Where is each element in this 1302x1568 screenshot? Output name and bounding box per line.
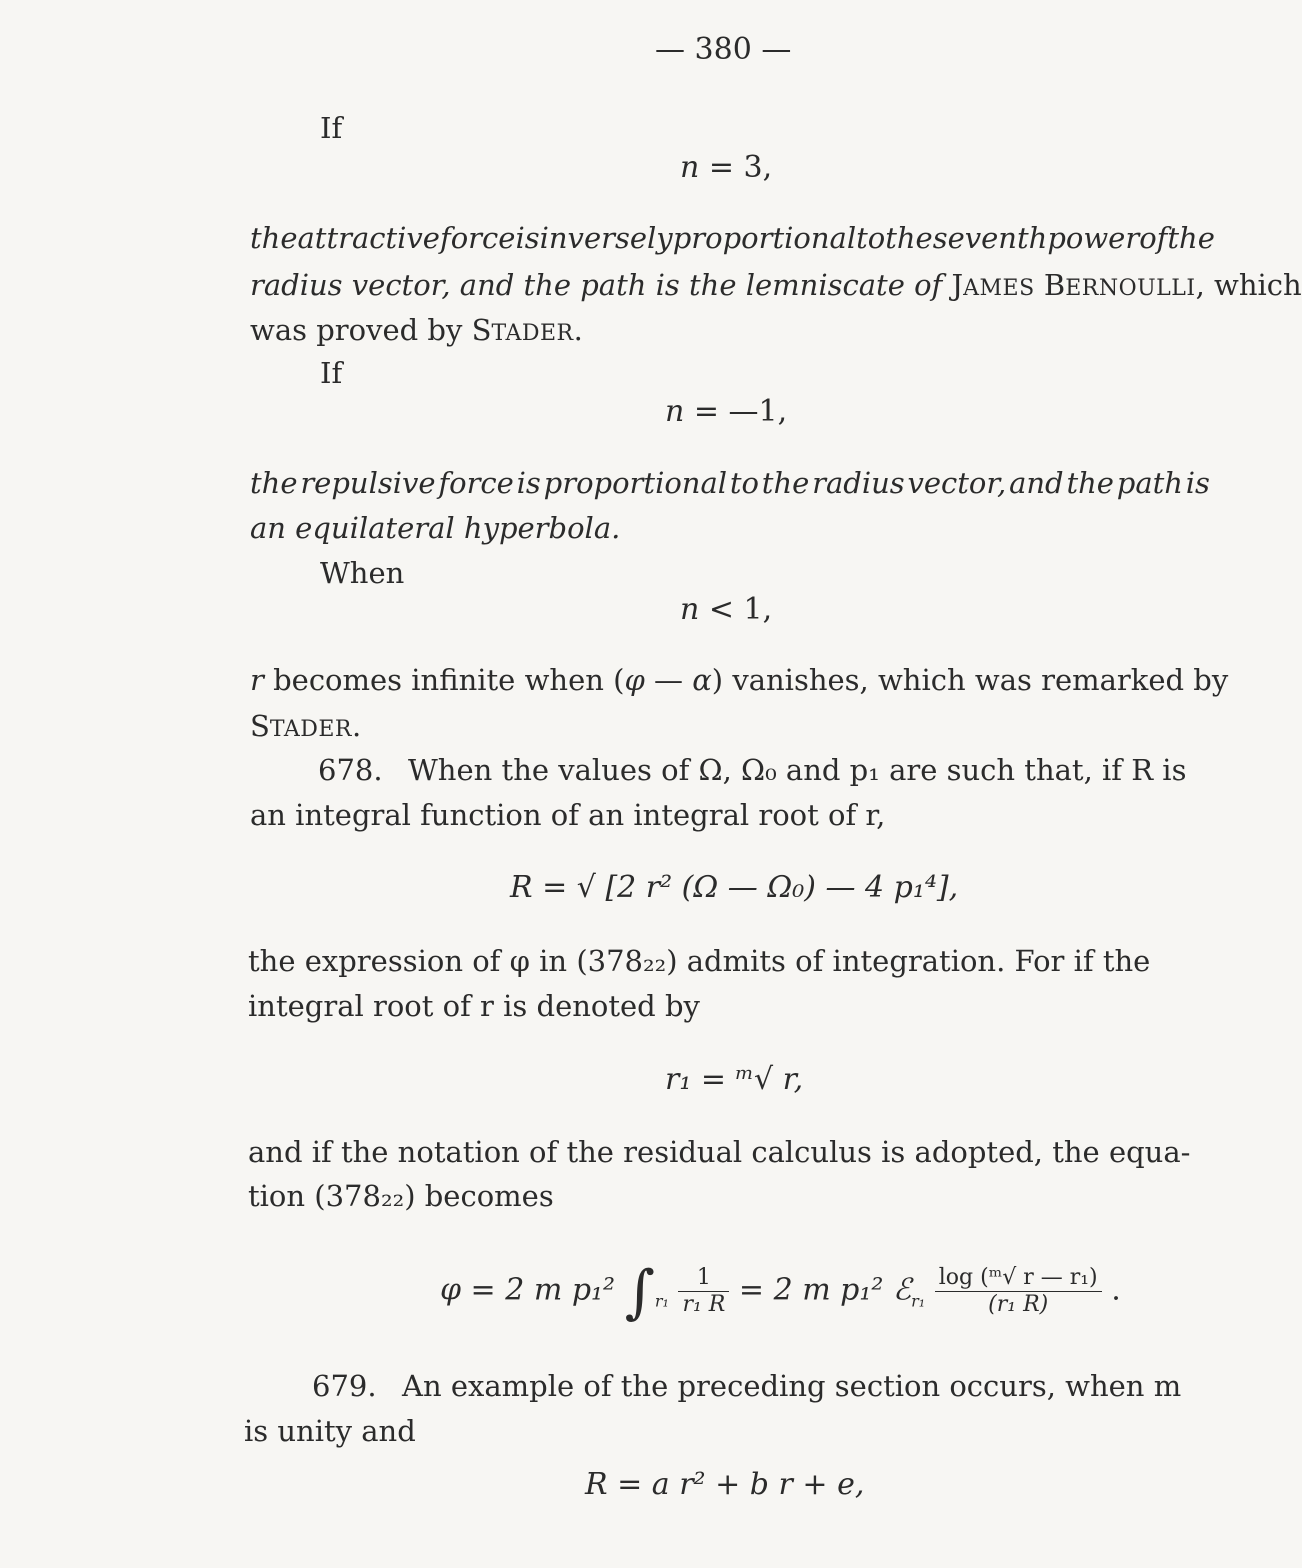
eq3-int-num: 1 [678,1265,729,1292]
stader-rest-2: TADER [269,717,352,742]
section678-equation3 [440,1257,1121,1326]
eq3-mid: = 2 m p₁² ℰ [738,1272,912,1308]
word: path [1116,466,1183,500]
word: to [729,466,759,500]
case3-eq-rhs: < 1, [708,592,773,627]
word: force [439,221,516,255]
section678-line4: integral root of r is denoted by [248,989,700,1023]
section678-number: 678. [318,753,383,787]
page-number: — 380 — [655,32,792,67]
section679-number: 679. [312,1369,377,1403]
word: radius [812,466,905,500]
word: the [250,221,298,255]
eq3-frac-den: (r₁ R) [988,1292,1049,1317]
section678-line5: and if the notation of the residual calculus is adopted, the equa- [248,1135,1191,1169]
case2-equation [665,392,787,432]
case1-text-line2 [250,267,1302,307]
section678-equation: R = √ [2 r² (Ω — Ω₀) — 4 p₁⁴], [510,870,959,905]
stader-rest: TADER [491,321,574,346]
section679-equation: R = a r² + b r + e, [585,1467,865,1502]
james-bernoulli-name [951,268,1301,302]
section678-equation2: r₁ = ᵐ√ r, [665,1062,804,1097]
var-r: r [250,663,264,697]
eq3-integral-fraction [678,1265,729,1318]
word: power [1047,221,1140,255]
word: the [761,466,810,500]
case1-last-line: was proved by [250,313,463,347]
case3-text-line1 [250,662,1229,698]
case3-lead: When [320,556,405,590]
case1-eq-rhs: = 3, [708,150,773,185]
word: vector, [907,466,1007,500]
eq3-log-fraction [935,1265,1102,1318]
section678-line1: When the values of Ω, Ω₀ and p₁ are such that, if R is [408,753,1187,787]
word: of [1139,221,1168,255]
word: is [1185,466,1210,500]
name-first-cap: J [951,268,964,302]
word: the [1066,466,1114,500]
word: seventh [932,221,1048,255]
eq3-sum-sub: r₁ [911,1291,926,1311]
case2-eq-rhs: = —1, [693,394,788,429]
case1-text-line2-italic: radius vector, and the path is the lemniscate of [250,268,943,302]
word: to [856,221,886,255]
section678-line6: tion (378₂₂) becomes [248,1179,554,1213]
text-vanishes: ) vanishes, which was remarked by [711,663,1229,697]
case2-text-line2: an equilateral hyperbola. [250,511,621,545]
case3-eq-lhs: n [680,592,700,627]
case1-equation [680,148,772,188]
word: the [250,466,298,500]
after-name: , which [1195,268,1302,302]
word: is [515,221,540,255]
case2-text-line1 [250,465,1210,501]
case1-text-line3 [250,312,583,352]
text-becomes: becomes infinite when ( [263,663,625,697]
word: force [438,466,514,500]
var-phi: φ [624,663,645,697]
word: repulsive [300,466,436,500]
section679-line2: is unity and [244,1414,416,1448]
var-alpha: α [692,663,712,697]
case1-lead: If [320,111,343,145]
name-last-rest: ERNOULLI [1065,276,1196,301]
case1-text-line1 [250,220,1215,256]
eq3-int-sub: r₁ [654,1291,669,1311]
section678-line2: an integral function of an integral root of r, [250,798,886,832]
word: is [516,466,541,500]
case3-stader [250,708,361,748]
case3-equation [680,590,772,630]
word: the [885,221,933,255]
eq3-end: . [1111,1272,1121,1308]
section678-line3: the expression of φ in (378₂₂) admits of integration. For if the [248,944,1151,978]
word: attractive [297,221,440,255]
word: inversely [539,221,673,255]
case2-eq-lhs: n [665,394,685,429]
word: proportional [672,221,857,255]
word: proportional [543,466,728,500]
name-last-cap: B [1043,268,1066,302]
name-first-rest: AMES [963,276,1035,301]
case2-lead: If [320,356,343,390]
text-minus: — [644,663,693,697]
word: and [1009,466,1064,500]
case1-eq-lhs: n [680,150,700,185]
stader-cap: S [471,313,492,347]
eq3-frac-num: log (ᵐ√ r — r₁) [935,1265,1102,1292]
word: the [1167,221,1215,255]
stader-cap-2: S [250,709,270,743]
stader-end: . [573,313,583,347]
eq3-lhs: φ = 2 m p₁² [440,1272,616,1308]
stader-end-2: . [352,709,362,743]
integral-sign: ∫ [624,1257,655,1326]
eq3-int-den: r₁ R [682,1292,726,1317]
section679-line1: An example of the preceding section occurs, when m [402,1369,1182,1403]
